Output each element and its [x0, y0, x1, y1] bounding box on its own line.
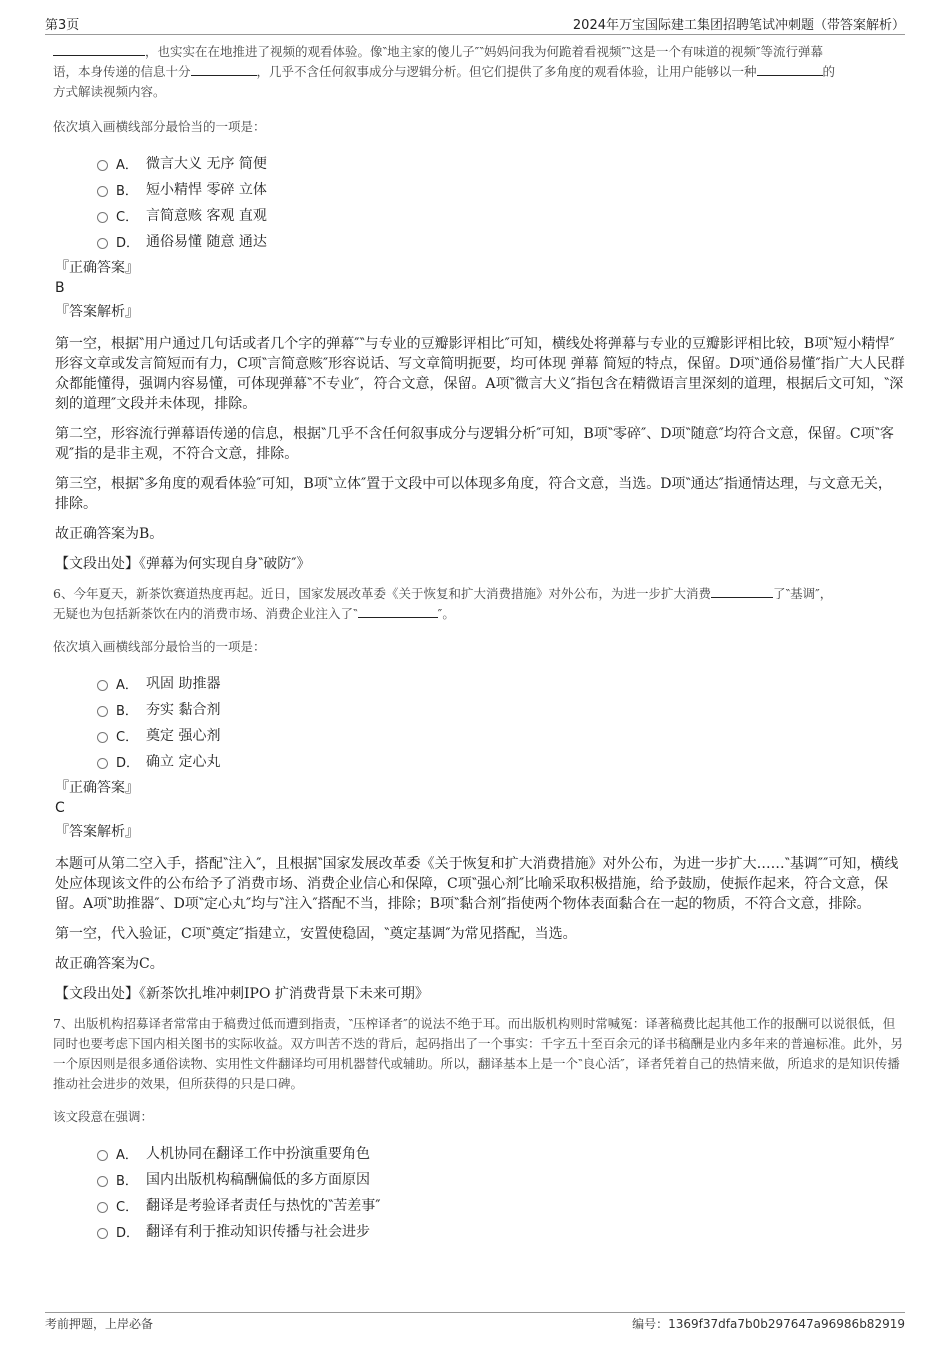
radio-icon[interactable]	[97, 758, 108, 769]
q5-option-a[interactable]: A． 微言大义 无序 简便	[97, 150, 905, 176]
q7-option-c[interactable]: C． 翻译是考验译者责任与热忱的‶苦差事″	[97, 1192, 905, 1218]
q5-option-d[interactable]: D． 通俗易懂 随意 通达	[97, 228, 905, 254]
blank	[358, 605, 438, 618]
q7-option-b[interactable]: B． 国内出版机构稿酬偏低的多方面原因	[97, 1166, 905, 1192]
radio-icon[interactable]	[97, 212, 108, 223]
q5-option-b[interactable]: B． 短小精悍 零碎 立体	[97, 176, 905, 202]
q5-passage-line1: ，也实实在在地推进了视频的观看体验。像‶地主家的傻儿子″‶妈妈问我为何跪着看视频″‶这是一个有味道的视频″等流行弹幕	[145, 44, 824, 59]
q6-option-b[interactable]: B． 夯实 黏合剂	[97, 696, 905, 722]
q6-analysis-2: 第一空，代入验证，C项‶奠定″指建立，安置使稳固，‶奠定基调″为常见搭配，当选。	[55, 926, 577, 942]
radio-icon[interactable]	[97, 160, 108, 171]
radio-icon[interactable]	[97, 1176, 108, 1187]
q5-passage-line2c: 的	[822, 64, 836, 79]
q6-analysis-1: 本题可从第二空入手，搭配‶注入″，且根据‶国家发展改革委《关于恢复和扩大消费措施》对外公布，为进一步扩大……‶基调″″可知，横线处应体现该文件的公布给予了消费市场、消费企业信心和保障，C项‶强心剂″比喻采取积极措施，给予鼓励，使振作起来，符合文意，保留。A项‶助推器″、D项‶定心丸″均与‶注入″搭配不当，排除；B项‶黏合剂″指使两个物体表面黏合在一起的物质，不符合文意，排除。	[55, 856, 899, 912]
q7-prompt: 该文段意在强调：	[53, 1109, 154, 1124]
q6-option-c[interactable]: C． 奠定 强心剂	[97, 722, 905, 748]
q6-analysis-3: 故正确答案为C。	[55, 956, 164, 972]
q6-option-a[interactable]: A． 巩固 助推器	[97, 670, 905, 696]
q5-option-c[interactable]: C． 言简意赅 客观 直观	[97, 202, 905, 228]
page-footer	[45, 1312, 905, 1331]
q5-analysis-1: 第一空，根据‶用户通过几句话或者几个字的弹幕″‶与专业的豆瓣影评相比″可知，横线处将弹幕与专业的豆瓣影评相比较，B项‶短小精悍″形容文章或发言简短而有力，C项‶言简意赅″形容说话、写文章简明扼要，均可体现 弹幕 简短的特点，保留。D项‶通俗易懂″指广大人民群众都能懂得，强调内容易懂，可体现弹幕‶不专业″，符合文意，保留。A项‶微言大义″指包含在精微语言里深刻的道理，根据后文可知，‶深刻的道理″文段并未体现，排除。	[55, 336, 905, 412]
q6-question: 6、今年夏天，新茶饮赛道热度再起。近日，国家发展改革委《关于恢复和扩大消费措施》对外公布，为进一步扩大消费 了‶基调″， 无疑也为包括新茶饮在内的消费市场、消费企业注入了‶ ″。	[53, 586, 833, 621]
radio-icon[interactable]	[97, 186, 108, 197]
footer-slogan: 考前押题，上岸必备	[45, 1317, 154, 1331]
q5-source: 【文段出处】《弹幕为何实现自身‶破防″》	[55, 556, 311, 572]
radio-icon[interactable]	[97, 1202, 108, 1213]
blank	[711, 585, 773, 598]
page-content	[55, 42, 905, 1244]
q5-passage-line3: 方式解读视频内容。	[53, 84, 166, 99]
q6-prompt: 依次填入画横线部分最恰当的一项是：	[53, 639, 266, 654]
q7-option-a[interactable]: A． 人机协同在翻译工作中扮演重要角色	[97, 1140, 905, 1166]
q6-option-d[interactable]: D． 确立 定心丸	[97, 748, 905, 774]
radio-icon[interactable]	[97, 238, 108, 249]
q5-answer: B	[55, 280, 65, 296]
document-id: 编号：1369f37dfa7b0b297647a96986b82919	[632, 1317, 905, 1331]
blank	[757, 63, 823, 76]
document-title: 2024年万宝国际建工集团招聘笔试冲刺题（带答案解析）	[572, 18, 905, 33]
q6-answer: C	[55, 800, 65, 816]
q6-source: 【文段出处】《新茶饮扎堆冲刺IPO 扩消费背景下未来可期》	[55, 986, 429, 1002]
q6-analysis-label: 『答案解析』	[55, 824, 139, 840]
blank	[53, 43, 145, 56]
q5-analysis-4: 故正确答案为B。	[55, 526, 164, 542]
q5-passage-line2b: ，几乎不含任何叙事成分与逻辑分析。但它们提供了多角度的观看体验，让用户能够以一种	[256, 64, 757, 79]
page-number: 第3页	[45, 18, 80, 33]
q5-passage-line2a: 语，本身传递的信息十分	[53, 64, 191, 79]
radio-icon[interactable]	[97, 706, 108, 717]
radio-icon[interactable]	[97, 1228, 108, 1239]
q5-analysis-2: 第二空，形容流行弹幕语传递的信息，根据‶几乎不含任何叙事成分与逻辑分析″可知，B项‶零碎″、D项‶随意″均符合文意，保留。C项‶客观″指的是非主观，不符合文意，排除。	[55, 426, 894, 462]
q5-passage	[53, 42, 905, 102]
q7-option-d[interactable]: D． 翻译有利于推动知识传播与社会进步	[97, 1218, 905, 1244]
q5-prompt: 依次填入画横线部分最恰当的一项是：	[53, 119, 266, 134]
page-header	[45, 12, 905, 35]
radio-icon[interactable]	[97, 680, 108, 691]
q6-answer-label: 『正确答案』	[55, 780, 139, 796]
q5-answer-label: 『正确答案』	[55, 260, 139, 276]
blank	[191, 63, 257, 76]
q5-analysis-label: 『答案解析』	[55, 304, 139, 320]
q5-options	[97, 150, 905, 254]
q7-options	[97, 1140, 905, 1244]
q7-question: 7、出版机构招募译者常常由于稿费过低而遭到指责，‶压榨译者″的说法不绝于耳。而出版机构则时常喊冤：译著稿费比起其他工作的报酬可以说很低，但同时也要考虑下国内相关图书的实际收益。双方叫苦不迭的背后，起码指出了一个事实：千字五十至百余元的译书稿酬是业内多年来的普遍标准。此外，另一个原因则是很多通俗读物、实用性文件翻译均可用机器替代或辅助。所以，翻译基本上是一个‶良心活″，译者凭着自己的热情来做，所追求的是知识传播推动社会进步的效果，但所获得的只是口碑。	[53, 1016, 904, 1091]
radio-icon[interactable]	[97, 1150, 108, 1161]
radio-icon[interactable]	[97, 732, 108, 743]
q5-analysis-3: 第三空，根据‶多角度的观看体验″可知，B项‶立体″置于文段中可以体现多角度，符合文意，当选。D项‶通达″指通情达理，与文意无关，排除。	[55, 476, 892, 512]
q6-options	[97, 670, 905, 774]
